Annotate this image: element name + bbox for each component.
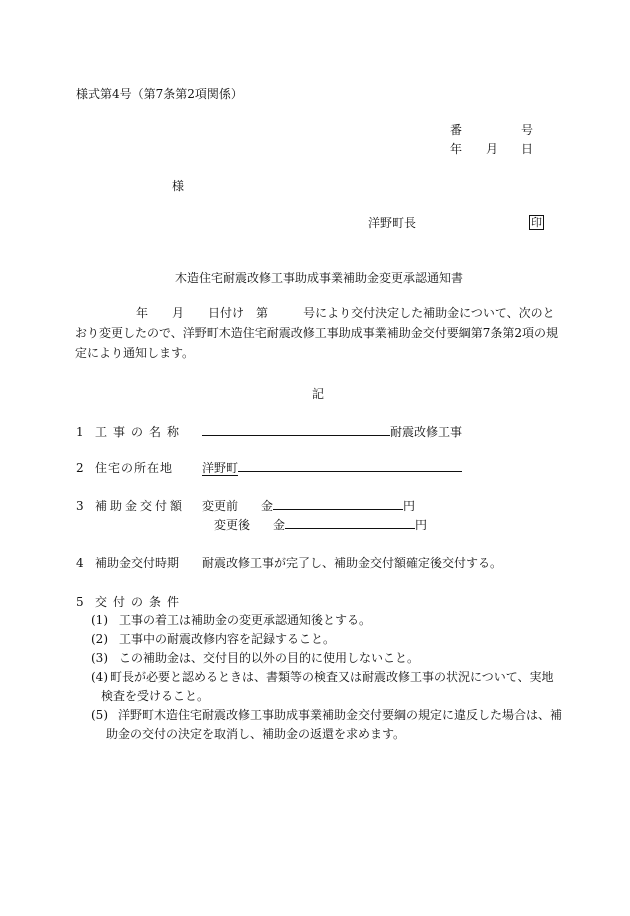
item3-before-blank-line (273, 508, 403, 510)
item3-before-field (261, 500, 415, 512)
item3-after-field (273, 519, 427, 531)
condition-2-text: 工事中の耐震改修内容を記録すること。 (119, 632, 336, 646)
item3-before-kin: 金 (261, 499, 274, 513)
body-line-1: 年 月 日付け 第 号により交付決定した補助金について、次のと (136, 306, 555, 320)
item2-blank-line (238, 470, 462, 472)
item3-before-label: 変更前 (202, 499, 239, 513)
body-line-3: 定により通知します。 (75, 346, 195, 360)
form-label: 様式第4号（第7条第2項関係） (76, 87, 243, 101)
item3-after-label: 変更後 (214, 518, 251, 532)
condition-4-cont: 検査を受けること。 (101, 689, 210, 703)
item3-after-kin: 金 (273, 518, 286, 532)
condition-5-num: (5) (91, 708, 108, 722)
item4-value: 耐震改修工事が完了し、補助金交付額確定後交付する。 (202, 556, 503, 570)
item1-num: 1 (76, 425, 84, 439)
condition-1-text: 工事の着工は補助金の変更承認通知後とする。 (119, 613, 372, 627)
header-month: 月 (486, 142, 499, 156)
condition-5-text: 洋野町木造住宅耐震改修工事助成事業補助金交付要綱の規定に違反した場合は、補 (118, 708, 563, 722)
item1-label: 工事の名称 (95, 425, 186, 439)
item2-field (202, 462, 462, 476)
item3-after-yen: 円 (415, 518, 428, 532)
header-ban: 番 (450, 123, 463, 137)
header-go: 号 (521, 123, 534, 137)
condition-5-cont: 助金の交付の決定を取消し、補助金の返還を求めます。 (106, 727, 406, 741)
item2-value: 洋野町 (202, 461, 239, 475)
item1-value: 耐震改修工事 (390, 425, 463, 439)
document-title: 木造住宅耐震改修工事助成事業補助金変更承認通知書 (175, 271, 464, 285)
condition-4-num: (4) (91, 670, 108, 684)
issuer: 洋野町長 (368, 216, 417, 230)
condition-4-text: 町長が必要と認めるときは、書類等の検査又は耐震改修工事の状況について、実地 (110, 670, 554, 684)
ki-heading: 記 (312, 387, 325, 401)
condition-1-num: (1) (91, 613, 108, 627)
item1-field (202, 426, 462, 438)
header-year: 年 (450, 142, 463, 156)
condition-3-text: この補助金は、交付目的以外の目的に使用しないこと。 (119, 651, 420, 665)
item4-num: 4 (76, 556, 84, 570)
item2-label: 住宅の所在地 (95, 461, 174, 475)
body-line-2: おり変更したので、洋野町木造住宅耐震改修工事助成事業補助金交付要綱第7条第2項の規 (75, 326, 559, 340)
item3-num: 3 (76, 499, 84, 513)
item2-num: 2 (76, 461, 84, 475)
item4-label: 補助金交付時期 (95, 556, 180, 570)
item1-blank-line (202, 434, 390, 436)
item3-before-yen: 円 (403, 499, 416, 513)
item5-label: 交付の条件 (95, 595, 186, 609)
seal-mark: 印 (531, 216, 542, 229)
addressee-suffix: 様 (172, 179, 185, 193)
header-day: 日 (521, 142, 534, 156)
item5-num: 5 (76, 595, 84, 609)
condition-3-num: (3) (91, 651, 108, 665)
condition-2-num: (2) (91, 632, 108, 646)
item3-after-blank-line (285, 527, 415, 529)
item3-label: 補助金交付額 (95, 499, 186, 513)
